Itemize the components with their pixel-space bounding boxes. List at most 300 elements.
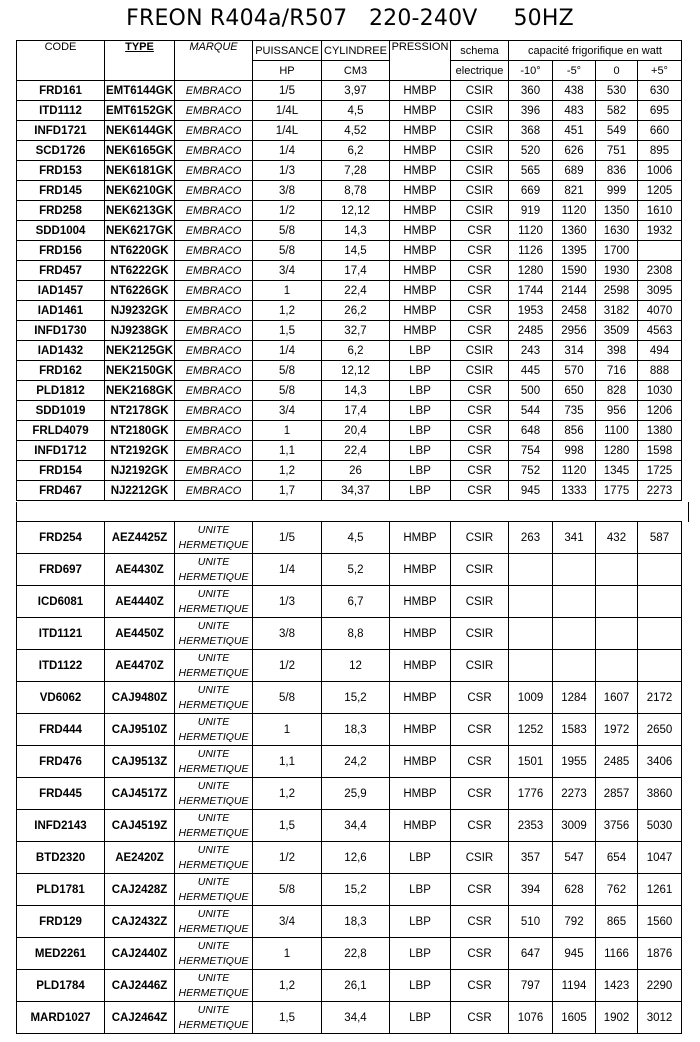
cell-cap-p5: 1047 [638,842,682,874]
cell-cap-m5: 626 [553,141,596,161]
table-row [17,421,682,441]
cell-cap-0: 762 [596,874,638,906]
cell-cap-0: 1775 [596,481,638,501]
cell-cap-m5 [553,554,596,586]
cell-cap-p5: 4070 [638,301,682,321]
table-row [17,554,682,586]
cell-marque: EMBRACO [175,121,253,141]
cell-cap-0: 1972 [596,714,638,746]
cell-marque: EMBRACO [175,441,253,461]
cell-schema: CSR [451,874,509,906]
table-separator [16,502,689,522]
cell-puissance: 5/8 [253,874,322,906]
cell-cap-m5: 1360 [553,221,596,241]
cell-code: ITD1112 [17,101,105,121]
cell-cap-m10: 669 [509,181,553,201]
cell-puissance: 1,2 [253,301,322,321]
cell-schema: CSIR [451,586,509,618]
cell-cylindree: 18,3 [322,714,390,746]
cell-marque: EMBRACO [175,241,253,261]
cell-code: MED2261 [17,938,105,970]
cell-cap-0: 1423 [596,970,638,1002]
cell-code: FRD145 [17,181,105,201]
cell-cap-p5: 1261 [638,874,682,906]
cell-cap-m10: 368 [509,121,553,141]
cell-cap-p5: 695 [638,101,682,121]
cell-puissance: 1,2 [253,970,322,1002]
cell-schema: CSR [451,261,509,281]
cell-puissance: 1,5 [253,810,322,842]
cell-schema: CSIR [451,201,509,221]
cell-code: FRD162 [17,361,105,381]
cell-cap-m5: 821 [553,181,596,201]
cell-code: VD6062 [17,682,105,714]
table-row [17,381,682,401]
table-row [17,650,682,682]
cell-puissance: 1,1 [253,441,322,461]
cell-cap-m5: 1284 [553,682,596,714]
cell-code: FRD161 [17,81,105,101]
cell-cap-0: 1280 [596,441,638,461]
cell-type: CAJ4519Z [105,810,175,842]
cell-pression: LBP [390,842,451,874]
cell-cap-0: 1902 [596,1002,638,1034]
cell-puissance: 5/8 [253,682,322,714]
table-row [17,81,682,101]
cell-code: FRD153 [17,161,105,181]
cell-cap-p5 [638,650,682,682]
header-puissance: PUISSANCE [253,41,322,61]
cell-cap-m5: 1395 [553,241,596,261]
cell-cap-m5 [553,586,596,618]
cell-code: INFD1712 [17,441,105,461]
cell-cap-m5: 689 [553,161,596,181]
cell-marque: UNITE HERMETIQUE [175,522,253,554]
cell-cap-m5: 1333 [553,481,596,501]
cell-schema: CSR [451,481,509,501]
table-row [17,301,682,321]
table-row [17,241,682,261]
cell-cap-m10: 752 [509,461,553,481]
cell-type: CAJ2432Z [105,906,175,938]
cell-type: NT6220GK [105,241,175,261]
cell-schema: CSIR [451,361,509,381]
cell-cap-m10: 1953 [509,301,553,321]
cell-code: PLD1781 [17,874,105,906]
cell-pression: LBP [390,401,451,421]
cell-schema: CSR [451,714,509,746]
table-row [17,361,682,381]
cell-code: FRD697 [17,554,105,586]
cell-marque: EMBRACO [175,481,253,501]
cell-puissance: 3/4 [253,401,322,421]
cell-cylindree: 15,2 [322,874,390,906]
cell-code: FRD457 [17,261,105,281]
cell-code: FRD258 [17,201,105,221]
cell-cap-m10: 2353 [509,810,553,842]
cell-schema: CSR [451,1002,509,1034]
cell-cap-p5: 1380 [638,421,682,441]
header-type: TYPE [105,41,175,81]
header-temp: 0 [596,61,638,81]
cell-code: FRD444 [17,714,105,746]
table-row [17,970,682,1002]
cell-cap-p5: 3406 [638,746,682,778]
cell-cap-m5: 1120 [553,201,596,221]
cell-cap-m10: 1009 [509,682,553,714]
cell-cap-m10: 754 [509,441,553,461]
cell-code: FRD467 [17,481,105,501]
cell-cap-0: 1345 [596,461,638,481]
header-temp: -10° [509,61,553,81]
cell-cylindree: 26,2 [322,301,390,321]
cell-type: NEK6210GK [105,181,175,201]
cell-marque: UNITE HERMETIQUE [175,778,253,810]
cell-cap-m10: 520 [509,141,553,161]
cell-code: INFD2143 [17,810,105,842]
cell-cap-m10 [509,554,553,586]
cell-cylindree: 34,37 [322,481,390,501]
cell-cap-m10: 945 [509,481,553,501]
table-row [17,341,682,361]
cell-pression: HMBP [390,778,451,810]
cell-marque: EMBRACO [175,181,253,201]
cell-schema: CSIR [451,554,509,586]
cell-schema: CSIR [451,181,509,201]
cell-cap-m10: 1776 [509,778,553,810]
cell-schema: CSR [451,938,509,970]
cell-puissance: 1 [253,938,322,970]
header-code: CODE [17,41,105,81]
cell-puissance: 1,5 [253,1002,322,1034]
cell-type: AE4440Z [105,586,175,618]
cell-type: CAJ4517Z [105,778,175,810]
cell-pression: HMBP [390,281,451,301]
cell-cap-m10 [509,586,553,618]
cell-pression: HMBP [390,181,451,201]
cell-cap-0 [596,554,638,586]
cell-cap-p5 [638,586,682,618]
cell-cap-m10: 797 [509,970,553,1002]
cell-type: NEK6213GK [105,201,175,221]
cell-type: NJ2212GK [105,481,175,501]
cell-cap-m5: 2273 [553,778,596,810]
cell-schema: CSIR [451,341,509,361]
cell-code: FRD445 [17,778,105,810]
cell-cap-0: 1630 [596,221,638,241]
cell-cylindree: 24,2 [322,746,390,778]
cell-type: NT2180GK [105,421,175,441]
table-row [17,461,682,481]
cell-pression: LBP [390,938,451,970]
cell-cap-p5: 1006 [638,161,682,181]
cell-cap-m10: 1076 [509,1002,553,1034]
cell-cap-0: 582 [596,101,638,121]
cell-cap-m5: 1194 [553,970,596,1002]
cell-puissance: 1,5 [253,321,322,341]
cell-cap-p5: 1030 [638,381,682,401]
cell-schema: CSIR [451,101,509,121]
cell-marque: UNITE HERMETIQUE [175,650,253,682]
cell-cap-m10: 1252 [509,714,553,746]
cell-cylindree: 12 [322,650,390,682]
unite-hermetique-table [16,521,682,1034]
cell-cylindree: 12,12 [322,201,390,221]
cell-cap-0: 828 [596,381,638,401]
cell-cap-m5 [553,650,596,682]
cell-type: CAJ9480Z [105,682,175,714]
cell-cap-m5: 483 [553,101,596,121]
cell-code: INFD1721 [17,121,105,141]
cell-schema: CSIR [451,121,509,141]
cell-cap-m10: 396 [509,101,553,121]
table-row [17,522,682,554]
cell-code: SDD1004 [17,221,105,241]
cell-code: FRD129 [17,906,105,938]
cell-puissance: 1/2 [253,842,322,874]
cell-type: NEK6181GK [105,161,175,181]
cell-cap-p5: 1610 [638,201,682,221]
cell-schema: CSR [451,746,509,778]
cell-cylindree: 6,2 [322,141,390,161]
cell-cap-0: 751 [596,141,638,161]
cell-cap-m5: 341 [553,522,596,554]
cell-cap-p5: 5030 [638,810,682,842]
page-title: FREON R404a/R507 220-240V 50HZ [126,6,574,31]
cell-cap-0: 3182 [596,301,638,321]
cell-cap-m10: 1501 [509,746,553,778]
header-puissance-unit: HP [253,61,322,81]
cell-pression: HMBP [390,161,451,181]
cell-cylindree: 4,5 [322,522,390,554]
cell-cap-p5: 1205 [638,181,682,201]
cell-code: ITD1121 [17,618,105,650]
cell-pression: HMBP [390,141,451,161]
cell-code: IAD1457 [17,281,105,301]
cell-cap-m5: 945 [553,938,596,970]
cell-cylindree: 4,52 [322,121,390,141]
cell-cylindree: 12,6 [322,842,390,874]
cell-schema: CSR [451,682,509,714]
cell-pression: LBP [390,361,451,381]
cell-puissance: 1 [253,714,322,746]
cell-pression: LBP [390,461,451,481]
cell-cap-m10: 243 [509,341,553,361]
table-row [17,714,682,746]
cell-cap-p5: 1725 [638,461,682,481]
cell-cap-p5: 3095 [638,281,682,301]
cell-marque: EMBRACO [175,141,253,161]
cell-cap-m5: 628 [553,874,596,906]
cell-type: AE4470Z [105,650,175,682]
cell-pression: HMBP [390,522,451,554]
cell-puissance: 1/4 [253,141,322,161]
cell-cap-m10: 544 [509,401,553,421]
table-row [17,906,682,938]
header-pression: PRESSION [390,41,451,81]
cell-type: CAJ9513Z [105,746,175,778]
cell-cap-0: 2485 [596,746,638,778]
cell-schema: CSR [451,401,509,421]
cell-code: FRD254 [17,522,105,554]
cell-cap-p5: 2172 [638,682,682,714]
cell-type: NJ9238GK [105,321,175,341]
cell-puissance: 1/3 [253,586,322,618]
cell-cap-m5: 735 [553,401,596,421]
header-temp: +5° [638,61,682,81]
cell-cap-m5: 998 [553,441,596,461]
cell-cap-m10: 360 [509,81,553,101]
cell-cap-m10: 510 [509,906,553,938]
cell-cap-p5: 4563 [638,321,682,341]
cell-schema: CSR [451,221,509,241]
cell-cap-p5: 630 [638,81,682,101]
cell-type: NT6222GK [105,261,175,281]
cell-marque: UNITE HERMETIQUE [175,938,253,970]
cell-cap-m5: 314 [553,341,596,361]
cell-cap-0: 2857 [596,778,638,810]
cell-cap-0: 1166 [596,938,638,970]
cell-cap-0 [596,586,638,618]
cell-puissance: 1/2 [253,201,322,221]
embraco-table [16,40,682,501]
cell-type: NT6226GK [105,281,175,301]
cell-cylindree: 14,3 [322,221,390,241]
header-cylindree-unit: CM3 [322,61,390,81]
table-row [17,481,682,501]
cell-type: NEK6217GK [105,221,175,241]
cell-schema: CSR [451,381,509,401]
cell-cap-p5 [638,241,682,261]
cell-cap-0: 654 [596,842,638,874]
cell-cap-0 [596,618,638,650]
cell-cap-m10: 445 [509,361,553,381]
cell-cylindree: 6,7 [322,586,390,618]
cell-marque: EMBRACO [175,401,253,421]
header-marque: MARQUE [175,41,253,81]
cell-puissance: 3/4 [253,906,322,938]
cell-cap-m5: 1955 [553,746,596,778]
cell-cylindree: 26,1 [322,970,390,1002]
cell-code: PLD1812 [17,381,105,401]
cell-schema: CSR [451,906,509,938]
cell-cap-0: 3509 [596,321,638,341]
cell-cap-m5: 2458 [553,301,596,321]
cell-schema: CSIR [451,161,509,181]
cell-marque: EMBRACO [175,361,253,381]
cell-cap-p5: 1876 [638,938,682,970]
cell-puissance: 1,7 [253,481,322,501]
cell-pression: LBP [390,906,451,938]
cell-pression: HMBP [390,714,451,746]
cell-cap-p5 [638,618,682,650]
cell-type: EMT6152GK [105,101,175,121]
cell-marque: EMBRACO [175,221,253,241]
cell-cap-m5: 3009 [553,810,596,842]
table-row [17,938,682,970]
cell-cylindree: 3,97 [322,81,390,101]
table-row [17,746,682,778]
cell-type: NT2178GK [105,401,175,421]
cell-marque: UNITE HERMETIQUE [175,682,253,714]
cell-pression: LBP [390,970,451,1002]
cell-cylindree: 17,4 [322,261,390,281]
cell-cap-0: 1930 [596,261,638,281]
cell-puissance: 5/8 [253,381,322,401]
cell-code: INFD1730 [17,321,105,341]
cell-puissance: 1 [253,281,322,301]
cell-cap-p5: 1932 [638,221,682,241]
cell-cap-p5: 2290 [638,970,682,1002]
cell-marque: UNITE HERMETIQUE [175,1002,253,1034]
cell-puissance: 5/8 [253,241,322,261]
cell-marque: EMBRACO [175,381,253,401]
cell-pression: HMBP [390,201,451,221]
cell-pression: HMBP [390,261,451,281]
cell-puissance: 5/8 [253,221,322,241]
cell-cap-m10: 565 [509,161,553,181]
cell-cap-m5: 1590 [553,261,596,281]
cell-marque: EMBRACO [175,461,253,481]
cell-cap-m10: 1126 [509,241,553,261]
cell-type: CAJ9510Z [105,714,175,746]
cell-cap-p5 [638,554,682,586]
cell-code: FRLD4079 [17,421,105,441]
cell-code: ITD1122 [17,650,105,682]
cell-puissance: 1/4 [253,341,322,361]
cell-cap-m10: 1120 [509,221,553,241]
header-schema: schema [451,41,509,61]
cell-cap-m10: 263 [509,522,553,554]
table-row [17,842,682,874]
cell-marque: UNITE HERMETIQUE [175,842,253,874]
cell-cap-m10: 647 [509,938,553,970]
cell-marque: UNITE HERMETIQUE [175,970,253,1002]
cell-cap-m5: 547 [553,842,596,874]
cell-pression: HMBP [390,810,451,842]
table-row [17,321,682,341]
cell-cap-m10: 2485 [509,321,553,341]
cell-cap-0: 865 [596,906,638,938]
cell-cap-0: 716 [596,361,638,381]
cell-schema: CSR [451,301,509,321]
table-row [17,161,682,181]
table-row [17,221,682,241]
cell-code: FRD476 [17,746,105,778]
cell-cap-m5: 438 [553,81,596,101]
cell-cap-m10: 648 [509,421,553,441]
cell-puissance: 1 [253,421,322,441]
table-row [17,682,682,714]
table-row [17,401,682,421]
cell-cap-0: 530 [596,81,638,101]
cell-cap-m10: 500 [509,381,553,401]
table-row [17,181,682,201]
cell-type: NEK2125GK [105,341,175,361]
cell-code: IAD1461 [17,301,105,321]
cell-pression: LBP [390,874,451,906]
cell-type: CAJ2464Z [105,1002,175,1034]
cell-cylindree: 22,4 [322,441,390,461]
cell-puissance: 1/3 [253,161,322,181]
table-row [17,121,682,141]
cell-schema: CSR [451,810,509,842]
cell-cap-p5: 1560 [638,906,682,938]
cell-cylindree: 20,4 [322,421,390,441]
cell-pression: HMBP [390,241,451,261]
cell-marque: UNITE HERMETIQUE [175,586,253,618]
cell-marque: EMBRACO [175,81,253,101]
